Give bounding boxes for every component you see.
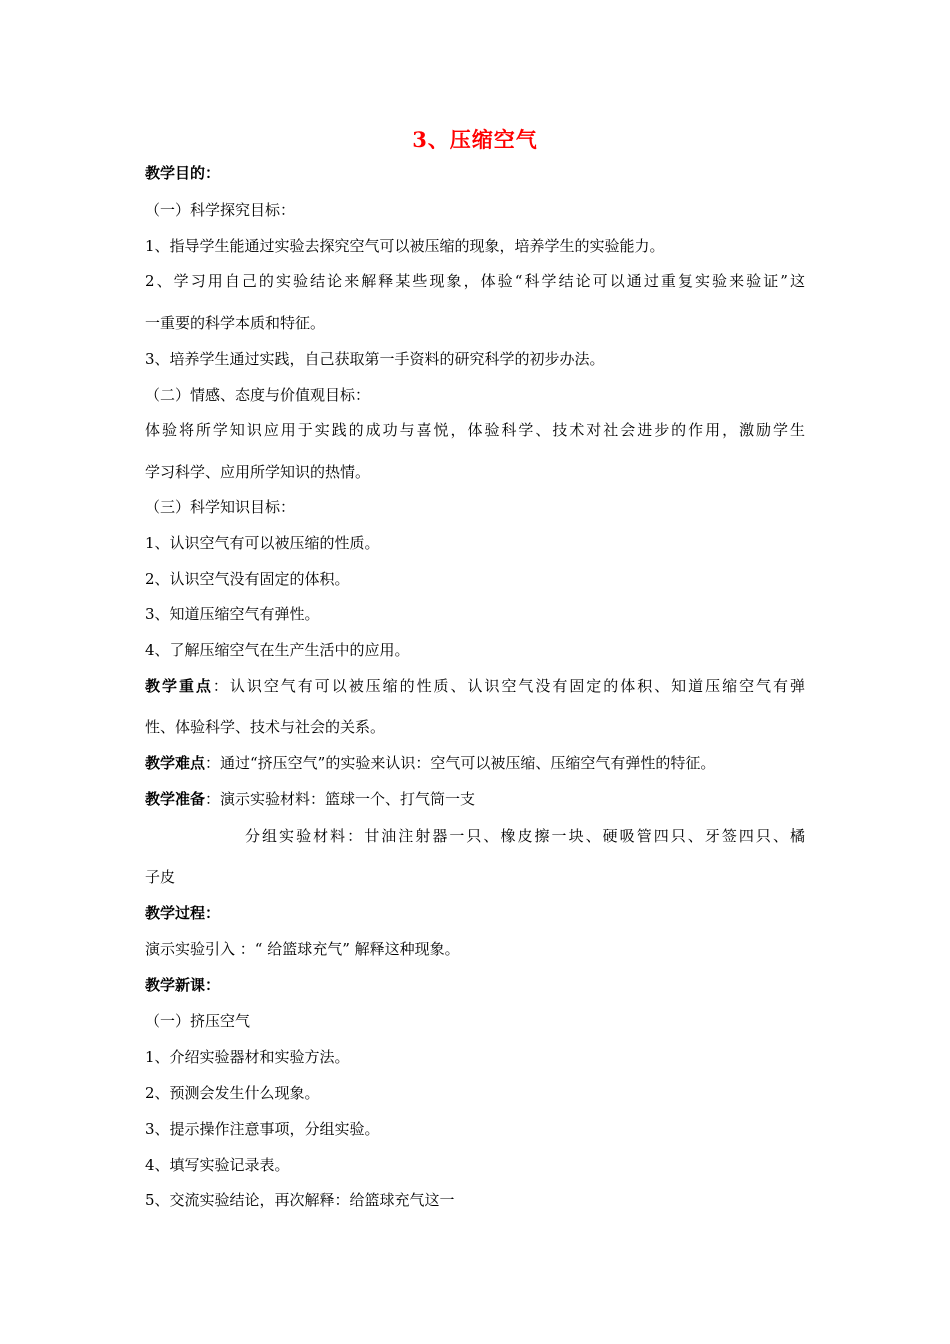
key-points-label: 教学重点 [145, 677, 213, 695]
section-purpose-heading: 教学目的： [145, 164, 221, 182]
preparation-group-line1: 分组实验材料：甘油注射器一只、橡皮擦一块、硬吸管四只、牙签四只、橘 [245, 827, 805, 845]
preparation-text: ：演示实验材料：篮球一个、打气筒一支 [205, 790, 476, 808]
step5: 5、交流实验结论，再次解释：给篮球充气这一 [145, 1191, 455, 1209]
step1: 1、介绍实验器材和实验方法。 [145, 1048, 350, 1066]
part1-header: （一）挤压空气 [145, 1012, 251, 1030]
difficulty-line [145, 753, 715, 773]
goal2-header: （二）情感、态度与价值观目标： [145, 386, 371, 404]
step2: 2、预测会发生什么现象。 [145, 1084, 320, 1102]
goal3-item4: 4、了解压缩空气在生产生活中的应用。 [145, 641, 410, 659]
difficulty-label: 教学难点 [145, 754, 206, 772]
preparation-line [145, 789, 475, 809]
goal1-header: （一）科学探究目标： [145, 201, 296, 219]
goal3-header: （三）科学知识目标： [145, 498, 296, 516]
difficulty-text: ：通过“挤压空气”的实验来认识：空气可以被压缩、压缩空气有弹性的特征。 [205, 754, 716, 772]
process-heading: 教学过程： [145, 904, 221, 922]
goal1-item2-line2: 一重要的科学本质和特征。 [145, 314, 326, 332]
goal3-item3: 3、知道压缩空气有弹性。 [145, 605, 320, 623]
key-points-line1 [145, 676, 805, 696]
key-points-line2: 性、体验科学、技术与社会的关系。 [145, 718, 386, 736]
goal1-item2-line1: 2、学习用自己的实验结论来解释某些现象，体验“科学结论可以通过重复实验来验证”这 [145, 272, 805, 290]
preparation-label: 教学准备 [145, 790, 206, 808]
step3: 3、提示操作注意事项，分组实验。 [145, 1120, 380, 1138]
document-title: 3、压缩空气 [412, 127, 538, 152]
preparation-group-line2: 子皮 [145, 868, 176, 886]
goal1-item3: 3、培养学生通过实践，自己获取第一手资料的研究科学的初步办法。 [145, 350, 605, 368]
goal3-item2: 2、认识空气没有固定的体积。 [145, 570, 350, 588]
goal2-text-line2: 学习科学、应用所学知识的热情。 [145, 463, 371, 481]
goal2-text-line1: 体验将所学知识应用于实践的成功与喜悦，体验科学、技术对社会进步的作用，激励学生 [145, 421, 805, 439]
step4: 4、填写实验记录表。 [145, 1156, 290, 1174]
goal1-item1: 1、指导学生能通过实验去探究空气可以被压缩的现象，培养学生的实验能力。 [145, 237, 665, 255]
goal3-item1: 1、认识空气有可以被压缩的性质。 [145, 534, 380, 552]
intro-text: 演示实验引入 ：“ 给篮球充气” 解释这种现象。 [145, 940, 460, 958]
key-points-text: ：认识空气有可以被压缩的性质、认识空气没有固定的体积、知道压缩空气有弹 [212, 677, 805, 695]
new-lesson-heading: 教学新课： [145, 976, 221, 994]
